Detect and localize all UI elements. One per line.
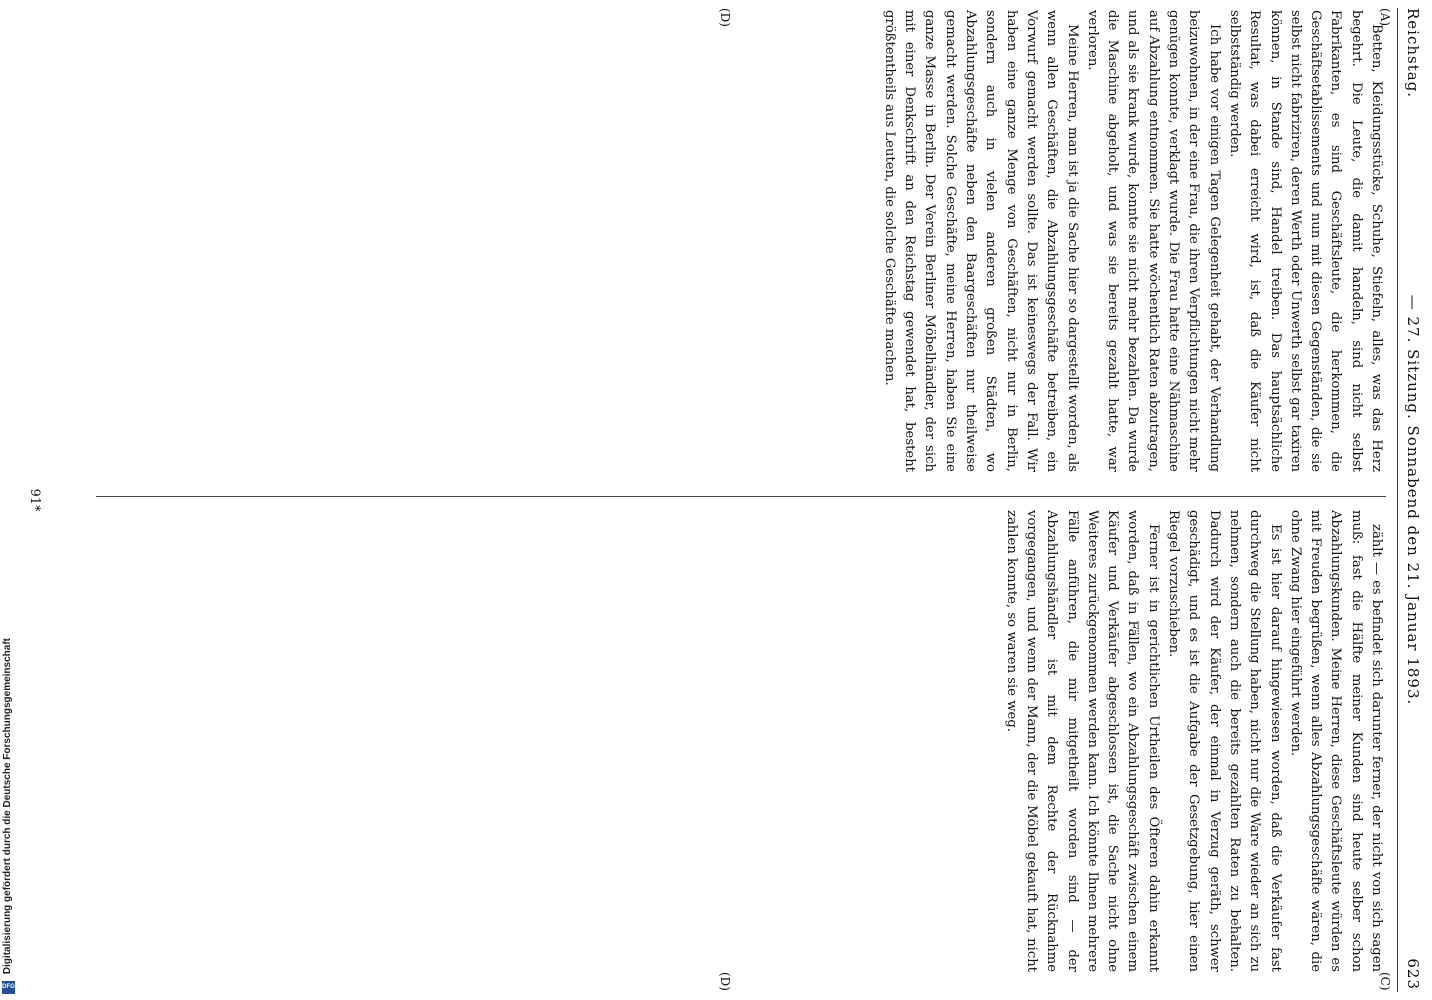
paragraph: Ferner ist in gerichtlichen Urtheilen des Öfteren dahin erkannt worden, daß in Fällen, wo ein Abzahlungsgeschäft zwischen einem Käufer und Verkäufer abgeschlossen ist, die Sache nicht ohne Weiteres zurückgenommen werden kann. Ich könnte Ihnen mehrere Fälle anführen, die mir mitgetheilt worden sind — der Abzahlungshändler ist mit dem Rechte der Rücknahme vorgegangen, und wenn der Mann, der die Möbel gekauft hat, nicht zahlen konnte, so waren sie weg. (1003, 510, 1161, 972)
text-column-left (86, 10, 1386, 472)
paragraph: zählt — es befindet sich darunter ferner, der nicht von sich sagen muß: fast die Hälfte meiner Kunden sind heute selber schon Abzahlungskunden. Meine Herren, diese Geschäftsleute würden es mit Freuden begrüßen, wenn alles Abzahlungsgeschäfte wären, die ohne Zwang hier eingeführt werden. (1287, 510, 1384, 972)
header-left: Reichstag. (1404, 8, 1422, 99)
text-column-right (86, 510, 1386, 972)
dfg-logo-icon: DFG (2, 981, 15, 994)
column-divider (96, 496, 1386, 497)
marker-a: (A) (1378, 8, 1392, 27)
paragraph: Betten, Kleidungsstücke, Schuhe, Stiefeln, alles, was das Herz begehrt. Die Leute, die damit handeln, sind nicht selbst Fabrikanten, es sind Geschäftsleute, die herkommen, die Geschäftsetablissements und nun mit diesen Gegenständen, die sie selbst nicht fabriziren, deren Werth oder Unwerth selbst gar taxiren können, in Stande sind, Handel treiben. Das hauptsächliche Resultat, was dabei erreicht wird, ist, daß die Käufer nicht selbstständig werden. (1226, 10, 1384, 472)
digitization-sidebar (0, 0, 18, 1000)
header-center: — 27. Sitzung. Sonnabend den 21. Januar 1893. (1404, 294, 1422, 706)
marker-d-right: (D) (718, 972, 732, 991)
paragraph: Es ist hier darauf hingewiesen worden, daß die Verkäufer fast durchweg die Stellung haben, nicht nur die Ware wieder an sich zu nehmen, sondern auch die bereits gezahlten Raten zu behalten. Dadurch wird der Käufer, der einmal in Verzug geräth, schwer geschädigt, und es ist die Aufgabe der Gesetzgebung, hier einen Riegel vorzuschieben. (1166, 510, 1283, 972)
header-page-number: 623 (1404, 958, 1422, 990)
marker-c: (C) (1378, 972, 1392, 991)
marker-d-left: (D) (718, 8, 732, 27)
header-rule (1397, 8, 1398, 992)
digitization-credit: Digitalisierung gefördert durch die Deutsche Forschungsgemeinschaft (2, 637, 13, 974)
paragraph: Meine Herren, man ist ja die Sache hier so dargestellt worden, als wenn allen Geschäften, die Abzahlungsgeschäfte betreiben, ein Vorwurf gemacht werden sollte. Das ist keineswegs der Fall. Wir haben eine ganze Menge von Geschäften, nicht nur in Berlin, sondern auch in vielen anderen großen Städten, wo Abzahlungsgeschäfte neben den Baargeschäften nur theilweise gemacht werden. Solche Geschäfte, meine Herren, haben Sie eine ganze Masse in Berlin. Der Verein Berliner Möbelhändler, der sich mit einer Denkschrift an den Reichstag gewendet hat, besteht größtentheils aus Leuten, die solche Geschäfte machen. (881, 10, 1080, 472)
page-signature: 91* (27, 488, 42, 512)
paragraph: Ich habe vor einigen Tagen Gelegenheit gehabt, der Verhandlung beizuwohnen, in der eine Frau, die ihren Verpflichtungen nicht mehr genügen konnte, verklagt wurde. Die Frau hatte eine Nähmaschine auf Abzahlung entnommen. Sie hatte wöchentlich Raten abzutragen, und als sie krank wurde, konnte sie nicht mehr bezahlen. Da wurde die Maschine abgeholt, und was sie bereits gezahlt hatte, war verloren. (1084, 10, 1222, 472)
page-header (1392, 0, 1432, 1000)
